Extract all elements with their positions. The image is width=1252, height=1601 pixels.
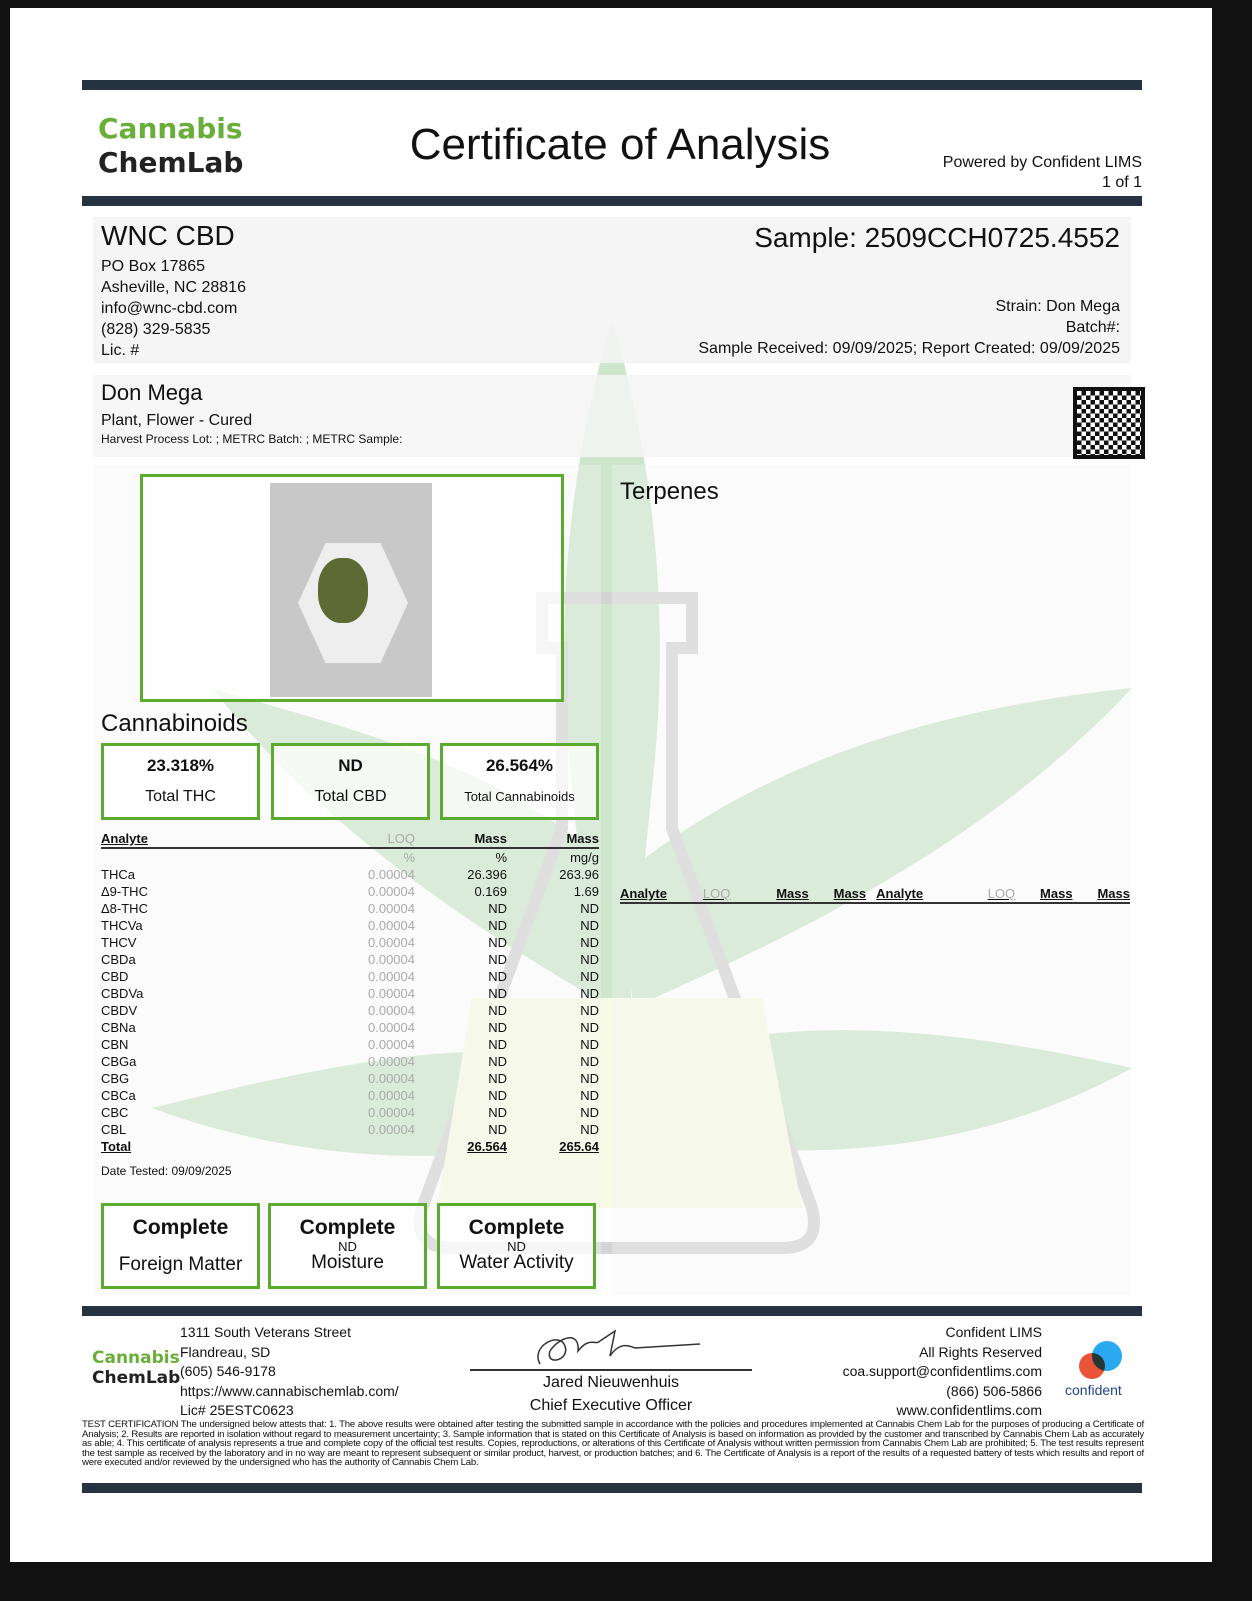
table-row <box>101 1019 599 1036</box>
cell-mass-mgg: ND <box>580 1037 599 1052</box>
cell-mass-pct: 0.169 <box>474 884 507 899</box>
cell-mass-mgg: 263.96 <box>559 867 599 882</box>
cell-loq: 0.00004 <box>368 867 415 882</box>
cell-analyte: CBD <box>101 969 129 984</box>
terp-col-mass2: Mass <box>833 886 867 901</box>
footer-logo-line2: ChemLab <box>92 1368 181 1388</box>
lab-license: Lic# 25ESTC0623 <box>180 1402 294 1418</box>
cell-loq: 0.00004 <box>368 1003 415 1018</box>
cell-analyte: CBNa <box>101 1020 136 1035</box>
cell-loq: 0.00004 <box>368 918 415 933</box>
unit-pct: % <box>495 850 507 865</box>
foreign-matter-box <box>101 1203 260 1289</box>
moisture-label: Moisture <box>311 1252 384 1273</box>
cell-analyte: Δ8-THC <box>101 901 148 916</box>
cell-mass-pct: ND <box>488 952 507 967</box>
moisture-box <box>268 1203 427 1289</box>
col-loq: LOQ <box>387 831 415 846</box>
lab-phone: (605) 546-9178 <box>180 1363 276 1379</box>
cell-analyte: CBC <box>101 1105 129 1120</box>
cell-analyte: CBN <box>101 1037 129 1052</box>
logo-line1: Cannabis <box>98 112 243 145</box>
moisture-status: Complete <box>299 1216 396 1239</box>
sample-photo-frame <box>140 474 564 702</box>
cell-mass-pct: ND <box>488 1122 507 1137</box>
signer-name: Jared Nieuwenhuis <box>542 1374 680 1391</box>
lims-website[interactable]: www.confidentlims.com <box>896 1402 1042 1418</box>
total-thc-value: 23.318% <box>146 756 215 775</box>
cell-loq: 0.00004 <box>368 1037 415 1052</box>
cell-mass-pct: ND <box>488 901 507 916</box>
confident-logo-text: confident <box>1065 1382 1122 1398</box>
cell-analyte: CBCa <box>101 1088 136 1103</box>
total-thc-box <box>101 743 260 820</box>
lims-name: Confident LIMS <box>945 1324 1042 1340</box>
coa-page <box>10 8 1212 1562</box>
powered-by: Powered by Confident LIMS <box>942 154 1142 171</box>
cell-loq: 0.00004 <box>368 1088 415 1103</box>
total-cannabinoids-value: 26.564% <box>485 756 554 775</box>
table-row <box>101 917 599 934</box>
table-row <box>101 866 599 883</box>
terp-col-analyte2: Analyte <box>876 886 924 901</box>
cell-mass-mgg: ND <box>580 952 599 967</box>
total-cbd-box <box>271 743 430 820</box>
top-bar <box>82 80 1142 90</box>
cell-mass-mgg: ND <box>580 935 599 950</box>
lims-phone: (866) 506-5866 <box>946 1382 1042 1399</box>
cell-mass-mgg: ND <box>580 1020 599 1035</box>
batch: Batch#: <box>1065 319 1120 336</box>
logo-line2: ChemLab <box>98 146 244 179</box>
cannabinoids-table <box>101 830 599 1155</box>
cell-mass-pct: ND <box>488 1054 507 1069</box>
cell-mass-mgg: ND <box>580 1054 599 1069</box>
lims-contact <box>843 1323 1042 1421</box>
sample-photo <box>270 483 432 697</box>
cell-analyte: THCa <box>101 867 135 882</box>
cell-mass-mgg: ND <box>580 1088 599 1103</box>
cell-mass-pct: ND <box>488 1003 507 1018</box>
total-thc-label: Total THC <box>145 788 216 805</box>
water-activity-label: Water Activity <box>459 1252 574 1273</box>
table-row <box>101 951 599 968</box>
table-row <box>101 1070 599 1087</box>
lims-rights: All Rights Reserved <box>919 1343 1042 1360</box>
cell-mass-pct: 26.396 <box>467 867 507 882</box>
cell-mass-mgg: ND <box>580 1122 599 1137</box>
cell-mass-pct: ND <box>488 1071 507 1086</box>
cell-analyte: Δ9-THC <box>101 884 148 899</box>
col-analyte: Analyte <box>101 831 148 846</box>
terp-col-mass: Mass <box>776 886 809 901</box>
cell-analyte: CBL <box>101 1122 127 1137</box>
client-license: Lic. # <box>101 342 140 359</box>
cell-loq: 0.00004 <box>368 969 415 984</box>
cell-mass-pct: ND <box>488 1088 507 1103</box>
water-activity-result: ND <box>507 1239 526 1254</box>
cell-mass-mgg: ND <box>580 986 599 1001</box>
client-address2: Asheville, NC 28816 <box>101 279 246 296</box>
signature <box>520 1326 710 1371</box>
product-type: Plant, Flower - Cured <box>101 412 253 429</box>
sample-id: Sample: 2509CCH0725.4552 <box>754 222 1120 253</box>
cell-analyte: THCVa <box>101 918 143 933</box>
terp-col-analyte: Analyte <box>620 886 667 901</box>
cell-loq: 0.00004 <box>368 935 415 950</box>
test-certification: TEST CERTIFICATION The undersigned below attests that: 1. The above results were obtained after testing the submitted sample in accordance with the policies and procedures implemented at Cannabis Chem Lab for the purposes of producing a Certificate of Analysis; 2. Results are reported in isolation without regard to measurement uncertainty; 3. Sample information that is stated on this Certificate of Analysis is based on information as provided by the customer and transcribed by Cannabis Chem Lab as accurately as able; 4. This certificate of analysis represents a true and complete copy of the official test results. Copies, reproductions, or alterations of this Certificate of Analysis without written permission from Cannabis Chem Lab are prohibited; 5. The test results represent the test sample as received by the laboratory and in no way are meant to represent subsequent or similar product, harvest, or production batches; and 6. The Certificate of Analysis is a report of the results of a requested battery of tests which results and report of were executed and/or reviewed by the undersigned who has the authority of Cannabis Chem Lab. <box>82 1419 1144 1469</box>
water-activity-box <box>437 1203 596 1289</box>
cell-analyte: CBDa <box>101 952 136 967</box>
client-phone: (828) 329-5835 <box>101 321 211 338</box>
cell-loq: 0.00004 <box>368 1020 415 1035</box>
cell-loq: 0.00004 <box>368 1122 415 1137</box>
cannabinoids-title: Cannabinoids <box>101 710 248 737</box>
page-number: 1 of 1 <box>1101 174 1142 191</box>
cell-mass-mgg: ND <box>580 1003 599 1018</box>
total-cbd-label: Total CBD <box>314 788 387 805</box>
cell-mass-pct: ND <box>488 935 507 950</box>
cell-mass-pct: ND <box>488 1037 507 1052</box>
total-label: Total <box>101 1139 132 1154</box>
cell-analyte: CBDV <box>101 1003 138 1018</box>
signer-title: Chief Executive Officer <box>529 1397 693 1414</box>
table-row <box>101 985 599 1002</box>
client-address1: PO Box 17865 <box>101 258 206 275</box>
table-row <box>101 1053 599 1070</box>
footer-logo-line1: Cannabis <box>92 1348 180 1368</box>
right-panel <box>612 465 1131 1295</box>
page-title: Certificate of Analysis <box>409 120 831 169</box>
sample-dates: Sample Received: 09/09/2025; Report Created: 09/09/2025 <box>698 340 1120 357</box>
lims-email[interactable]: coa.support@confidentlims.com <box>842 1363 1042 1379</box>
client-address <box>101 256 246 361</box>
total-mass-pct: 26.564 <box>467 1139 507 1154</box>
cell-loq: 0.00004 <box>368 884 415 899</box>
terp-col-mass3: Mass <box>1040 886 1073 901</box>
lab-website[interactable]: https://www.cannabischemlab.com/ <box>180 1382 399 1399</box>
product-name: Don Mega <box>101 380 203 405</box>
table-row <box>101 1104 599 1121</box>
terp-col-loq2: LOQ <box>987 886 1016 901</box>
cell-mass-pct: ND <box>488 918 507 933</box>
cell-mass-pct: ND <box>488 1105 507 1120</box>
product-lots: Harvest Process Lot: ; METRC Batch: ; METRC Sample: <box>101 432 403 446</box>
cell-mass-mgg: ND <box>580 901 599 916</box>
cell-loq: 0.00004 <box>368 986 415 1001</box>
table-row <box>101 900 599 917</box>
total-cannabinoids-box <box>440 743 599 820</box>
unit-mgg: mg/g <box>570 850 599 865</box>
table-row <box>101 1121 599 1138</box>
signature-line <box>470 1369 752 1371</box>
qr-code[interactable] <box>1073 387 1145 459</box>
table-row <box>101 883 599 900</box>
cell-analyte: THCV <box>101 935 137 950</box>
terp-col-mass4: Mass <box>1097 886 1130 901</box>
table-row <box>101 934 599 951</box>
total-cannabinoids-label: Total Cannabinoids <box>464 789 575 804</box>
moisture-result: ND <box>338 1239 357 1254</box>
cell-loq: 0.00004 <box>368 1054 415 1069</box>
date-tested: Date Tested: 09/09/2025 <box>101 1164 232 1178</box>
col-mass-mgg: Mass <box>566 831 599 846</box>
cell-mass-mgg: 1.69 <box>573 884 599 899</box>
sample-info <box>698 296 1120 359</box>
terpenes-table <box>620 885 1130 904</box>
client-email: info@wnc-cbd.com <box>101 300 238 317</box>
header-bar <box>82 196 1142 206</box>
lab-contact <box>180 1323 399 1421</box>
water-activity-status: Complete <box>468 1216 565 1239</box>
total-mass-mgg: 265.64 <box>559 1139 599 1154</box>
cell-mass-pct: ND <box>488 1020 507 1035</box>
cell-mass-mgg: ND <box>580 918 599 933</box>
foreign-matter-status: Complete <box>132 1216 229 1239</box>
footer-bar <box>82 1306 1142 1316</box>
cell-mass-mgg: ND <box>580 1105 599 1120</box>
table-row <box>101 1002 599 1019</box>
cell-analyte: CBG <box>101 1071 130 1086</box>
cell-analyte: CBGa <box>101 1054 137 1069</box>
cell-loq: 0.00004 <box>368 901 415 916</box>
table-row <box>101 1036 599 1053</box>
cell-loq: 0.00004 <box>368 952 415 967</box>
col-mass-pct: Mass <box>474 831 507 846</box>
table-row <box>101 1087 599 1104</box>
cell-mass-mgg: ND <box>580 969 599 984</box>
terpenes-title: Terpenes <box>620 478 719 505</box>
client-name: WNC CBD <box>101 220 235 251</box>
confident-logo-icon-2 <box>1079 1353 1105 1379</box>
bottom-bar <box>82 1483 1142 1493</box>
lab-street: 1311 South Veterans Street <box>180 1324 351 1340</box>
cell-mass-mgg: ND <box>580 1071 599 1086</box>
cell-loq: 0.00004 <box>368 1105 415 1120</box>
unit-loq: % <box>403 850 415 865</box>
table-row <box>101 968 599 985</box>
strain: Strain: Don Mega <box>995 298 1120 315</box>
lab-city: Flandreau, SD <box>180 1343 271 1360</box>
total-row <box>101 1138 599 1155</box>
cell-analyte: CBDVa <box>101 986 144 1001</box>
total-cbd-value: ND <box>338 756 363 775</box>
foreign-matter-label: Foreign Matter <box>118 1254 243 1275</box>
terp-col-loq: LOQ <box>702 886 731 901</box>
cell-loq: 0.00004 <box>368 1071 415 1086</box>
cell-mass-pct: ND <box>488 969 507 984</box>
cell-mass-pct: ND <box>488 986 507 1001</box>
